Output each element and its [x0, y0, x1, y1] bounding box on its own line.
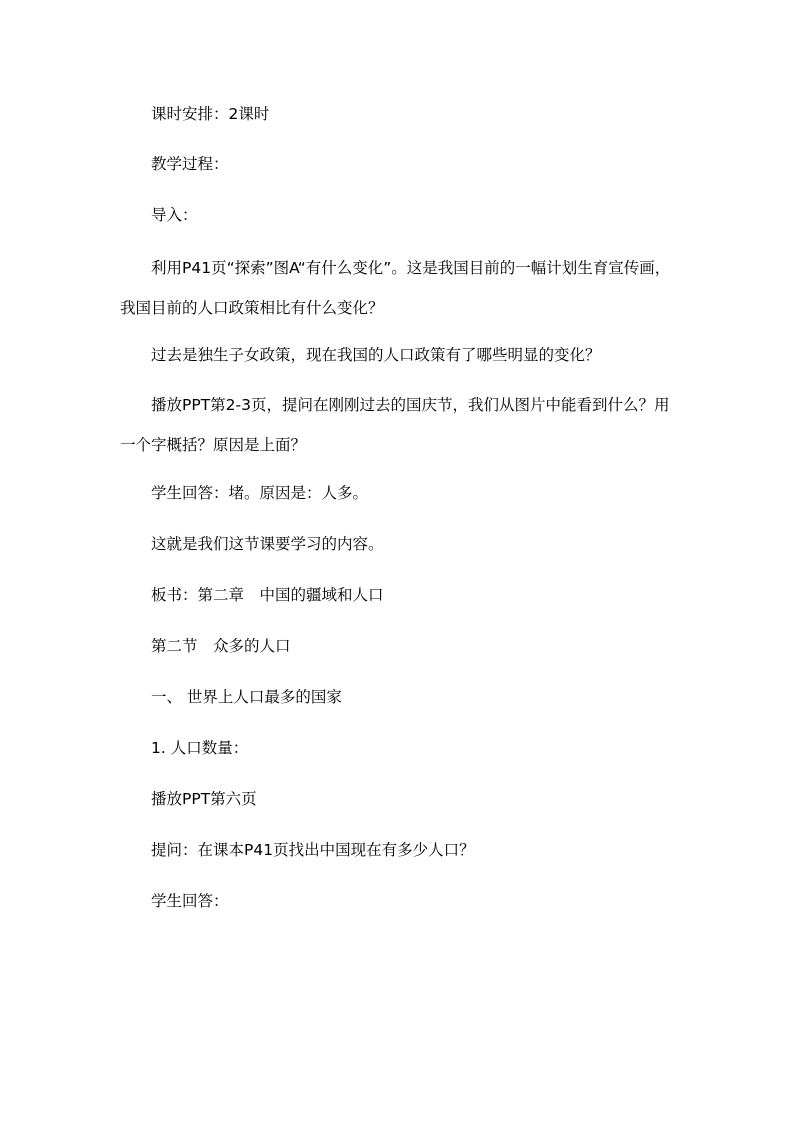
- paragraph-intro-question: 利用P41页“探索”图A“有什么变化”。这是我国目前的一幅计划生育宣传画，我国目前的人口政策相比有什么变化？: [120, 259, 671, 317]
- paragraph-student-answer: 学生回答：堵。原因是：人多。: [151, 484, 369, 502]
- paragraph-section-title: 第二节 众多的人口: [151, 637, 291, 655]
- paragraph-student-response: 学生回答：: [151, 892, 229, 910]
- paragraph-board-chapter: 板书：第二章 中国的疆域和人口: [151, 586, 384, 604]
- paragraph-intro-heading: 导入：: [151, 206, 198, 224]
- paragraph-heading-one: 一、 世界上人口最多的国家: [151, 688, 342, 706]
- paragraph-teaching-process: 教学过程：: [151, 155, 229, 173]
- paragraph-ppt-page-six: 播放PPT第六页: [151, 790, 257, 808]
- paragraph-policy-question: 过去是独生子女政策，现在我国的人口政策有了哪些明显的变化？: [151, 346, 601, 364]
- paragraph-schedule: 课时安排：2课时: [151, 105, 270, 123]
- paragraph-population-count: 1. 人口数量：: [151, 739, 249, 757]
- paragraph-question-population: 提问：在课本P41页找出中国现在有多少人口？: [151, 841, 475, 859]
- paragraph-ppt-question: 播放PPT第2-3页，提问在刚刚过去的国庆节，我们从图片中能看到什么？用一个字概括？原因是上面？: [120, 396, 670, 454]
- paragraph-lesson-content: 这就是我们这节课要学习的内容。: [151, 535, 384, 553]
